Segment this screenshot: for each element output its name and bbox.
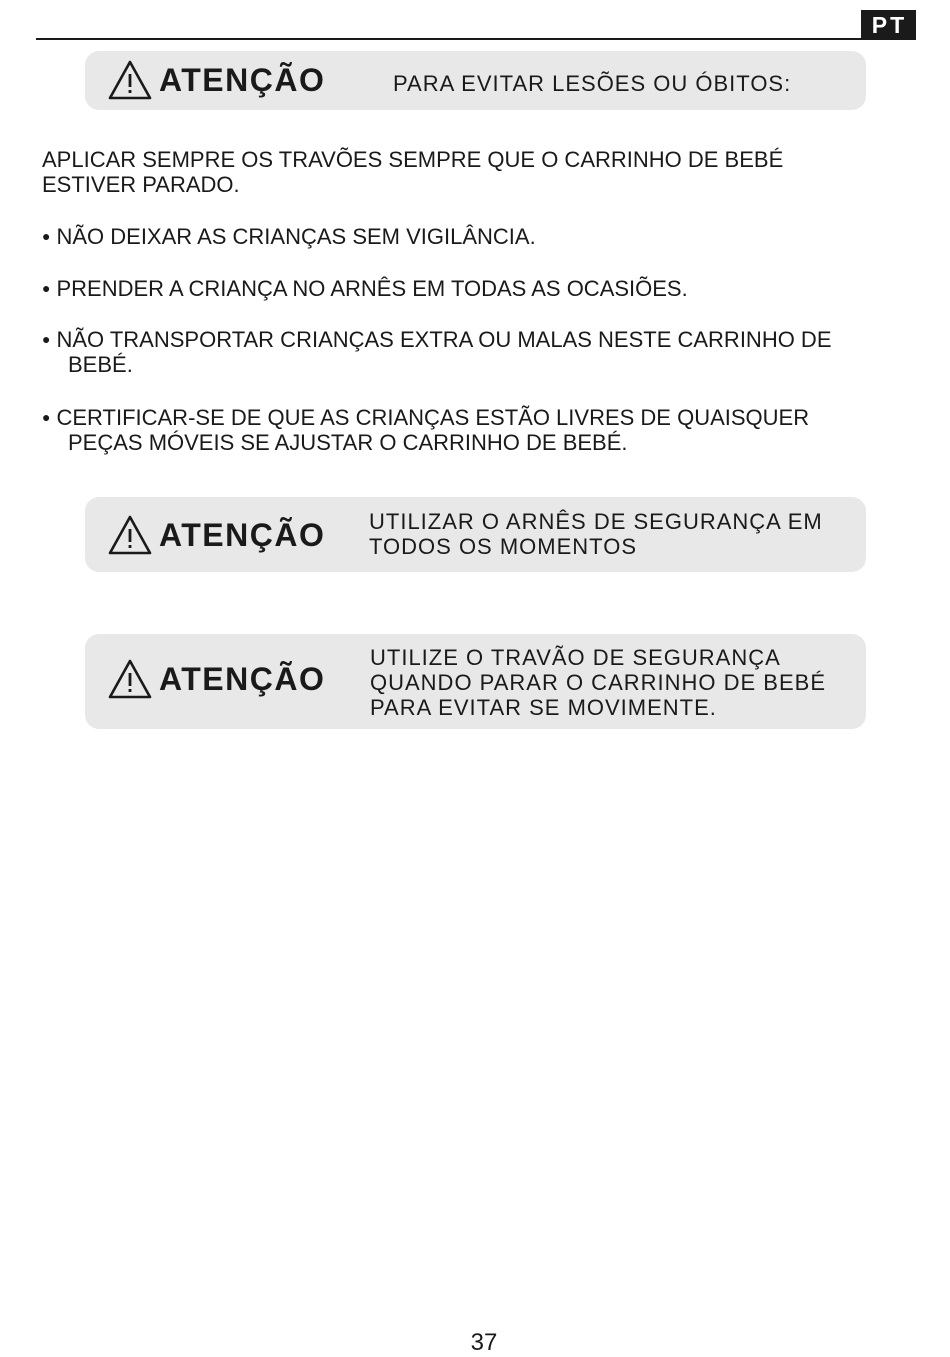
warning-heading: ATENÇÃO	[159, 517, 326, 553]
bullet-icon: ●	[42, 280, 51, 296]
warning-text	[370, 645, 826, 720]
list-item-text: NÃO TRANSPORTAR CRIANÇAS EXTRA OU MALAS NESTE CARRINHO DE	[56, 327, 832, 352]
list-item	[42, 405, 809, 455]
warning-text-line: PARA EVITAR SE MOVIMENTE.	[370, 695, 717, 720]
bullet-icon: ●	[42, 331, 51, 347]
warning-triangle-icon	[107, 514, 153, 556]
warning-heading-group	[107, 514, 325, 556]
header-rule	[36, 38, 916, 40]
list-item-text-continued: BEBÉ.	[68, 352, 133, 377]
warning-heading-group	[107, 59, 325, 101]
list-item-text: PRENDER A CRIANÇA NO ARNÊS EM TODAS AS OCASIÕES.	[56, 276, 688, 301]
list-item	[42, 276, 688, 301]
warning-text-line: QUANDO PARAR O CARRINHO DE BEBÉ	[370, 670, 826, 695]
intro-line: APLICAR SEMPRE OS TRAVÕES SEMPRE QUE O CARRINHO DE BEBÉ	[42, 147, 784, 172]
warning-heading: ATENÇÃO	[159, 62, 326, 98]
list-item-text: CERTIFICAR-SE DE QUE AS CRIANÇAS ESTÃO LIVRES DE QUAISQUER	[56, 405, 810, 430]
page-number: 37	[470, 1329, 498, 1356]
list-item-text-continued: PEÇAS MÓVEIS SE AJUSTAR O CARRINHO DE BEBÉ.	[68, 430, 628, 455]
warning-triangle-icon	[107, 658, 153, 700]
intro-paragraph	[42, 147, 783, 197]
warning-heading: ATENÇÃO	[159, 661, 326, 697]
warning-box-harness	[85, 497, 866, 572]
warning-text-line: UTILIZAR O ARNÊS DE SEGURANÇA EM	[369, 509, 823, 534]
list-item	[42, 327, 832, 377]
warning-text	[393, 71, 791, 96]
warning-box-brake	[85, 634, 866, 729]
warning-text-line: PARA EVITAR LESÕES OU ÓBITOS:	[393, 71, 792, 96]
bullet-icon: ●	[42, 228, 51, 244]
warning-box-injury	[85, 51, 866, 110]
list-item	[42, 224, 536, 249]
warning-triangle-icon	[107, 59, 153, 101]
intro-line: ESTIVER PARADO.	[42, 172, 240, 197]
language-badge: PT	[861, 10, 916, 40]
bullet-icon: ●	[42, 409, 51, 425]
warning-text	[369, 509, 823, 559]
warning-heading-group	[107, 658, 325, 700]
warning-text-line: TODOS OS MOMENTOS	[369, 534, 637, 559]
list-item-text: NÃO DEIXAR AS CRIANÇAS SEM VIGILÂNCIA.	[56, 224, 536, 249]
warning-text-line: UTILIZE O TRAVÃO DE SEGURANÇA	[370, 645, 781, 670]
